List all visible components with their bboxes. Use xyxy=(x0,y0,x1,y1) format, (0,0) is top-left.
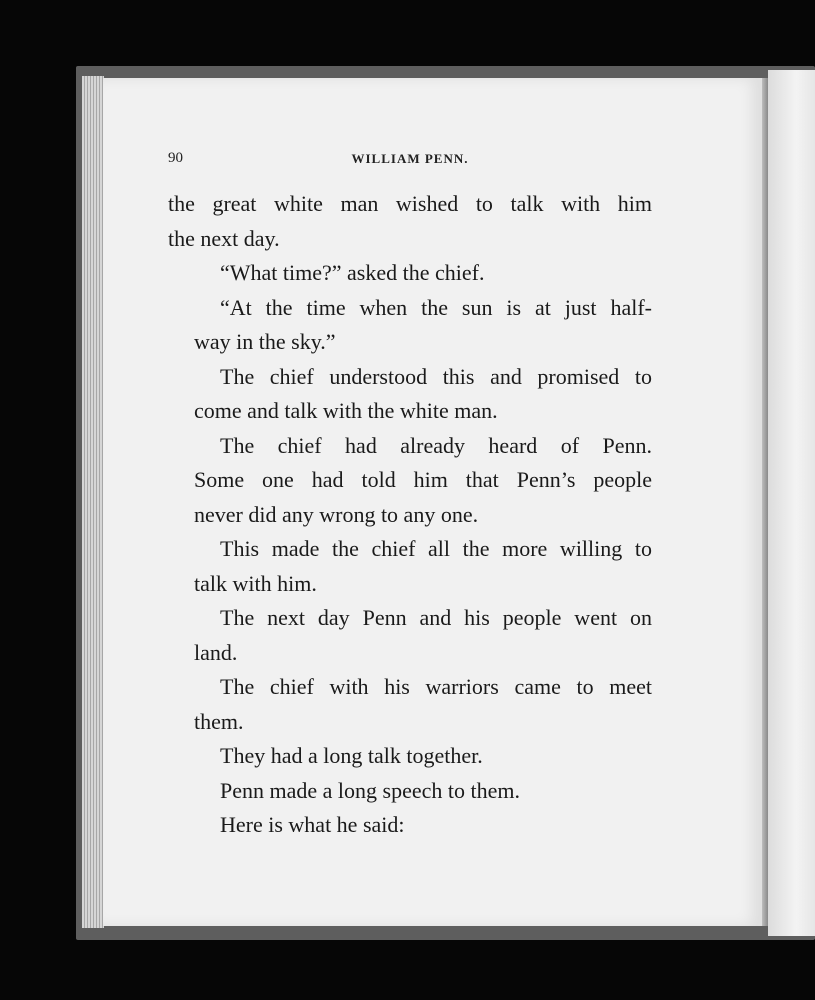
running-head: WILLIAM PENN. xyxy=(351,151,469,166)
text-line: never did any wrong to any one. xyxy=(194,501,479,527)
text-line: The chief with his warriors came to meet xyxy=(220,674,652,699)
text-line: the great white man wished to talk with him xyxy=(168,191,652,216)
text-line: The chief had already heard of Penn. xyxy=(220,432,652,458)
text-line: This made the chief all the more willing to xyxy=(220,536,652,561)
paragraph xyxy=(168,808,652,843)
text-line: talk with him. xyxy=(194,570,317,596)
facing-page-edge xyxy=(768,70,815,936)
text-line: They had a long talk together. xyxy=(220,743,483,768)
text-line: way in the sky.” xyxy=(194,329,336,354)
book-gutter xyxy=(762,78,768,926)
paragraph xyxy=(168,429,652,533)
paragraph xyxy=(168,532,652,601)
text-line: “At the time when the sun is at just half- xyxy=(220,294,652,320)
paragraph xyxy=(168,774,652,809)
text-line: them. xyxy=(194,708,244,734)
page-number: 90 xyxy=(168,150,183,166)
text-line: Here is what he said: xyxy=(220,812,405,837)
text-line: The chief understood this and promised to xyxy=(220,363,652,389)
paragraph xyxy=(168,670,652,739)
text-line: come and talk with the white man. xyxy=(194,398,498,423)
text-line: Some one had told him that Penn’s people xyxy=(194,467,652,492)
body-text xyxy=(168,187,652,843)
text-line: land. xyxy=(194,639,238,665)
text-line: the next day. xyxy=(168,225,280,251)
paragraph xyxy=(168,291,652,360)
text-line: Penn made a long speech to them. xyxy=(220,777,520,803)
text-line: The next day Penn and his people went on xyxy=(220,605,652,630)
paragraph xyxy=(168,256,652,291)
paragraph xyxy=(168,601,652,670)
text-line: “What time?” asked the chief. xyxy=(220,260,485,285)
page-header xyxy=(168,150,652,172)
page-edges xyxy=(82,76,104,928)
paragraph xyxy=(168,187,652,256)
paragraph xyxy=(168,360,652,429)
paragraph xyxy=(168,739,652,774)
